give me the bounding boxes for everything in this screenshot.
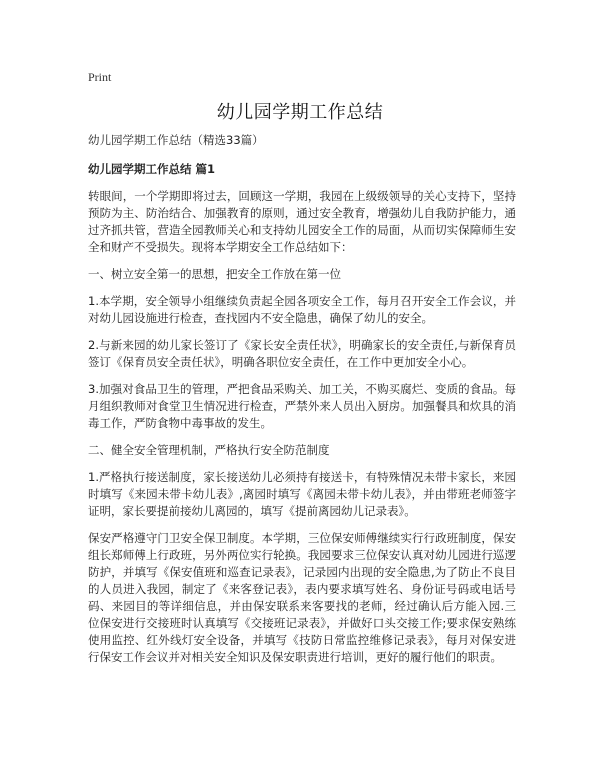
paragraph-1: 1.本学期，安全领导小组继续负责起全园各项安全工作，每月召开安全工作会议，并对幼儿园设施进行检查，查找园内不安全隐患，确保了幼儿的安全。 bbox=[88, 294, 516, 325]
document-subtitle: 幼儿园学期工作总结（精选33篇） bbox=[88, 133, 264, 147]
paragraph-3: 3.加强对食品卫生的管理，严把食品采购关、加工关，不购买腐烂、变质的食品。每月组织教师对食堂卫生情况进行检查，严禁外来人员出入厨房。加强餐具和炊具的消毒工作，严防食物中毒事故的发生。 bbox=[88, 382, 516, 430]
paragraph-5: 保安严格遵守门卫安全保卫制度。本学期，三位保安师傅继续实行行政班制度，保安组长郑师傅上行政班，另外两位实行轮换。我园要求三位保安认真对幼儿园进行巡逻防护，并填写《保安值班和巡查记录表》，记录园内出现的安全隐患,为了防止不良目的人员进入我园，制定了《来客登记表》，表内要求填写姓名、身份证号码或电话号码、来园目的等详细信息，并由保安联系来客要找的老师，经过确认后方能入园.三位保安进行交接班时认真填写《交接班记录表》，并做好口头交接工作;要求保安熟练使用监控、红外线灯安全设备，并填写《技防日常监控维修记录表》，每月对保安进行保安工作会议并对相关安全知识及保安职责进行培训，更好的履行他们的职责。 bbox=[88, 531, 516, 664]
paragraph-2: 2.与新来园的幼儿家长签订了《家长安全责任状》，明确家长的安全责任,与新保育员签订《保育员安全责任状》，明确各职位安全责任，在工作中更加安全小心。 bbox=[88, 338, 516, 369]
section-heading: 幼儿园学期工作总结 篇1 bbox=[88, 162, 216, 176]
page-title: 幼儿园学期工作总结 bbox=[216, 102, 384, 123]
document-body bbox=[88, 132, 516, 676]
heading-two: 二、健全安全管理机制，严格执行安全防范制度 bbox=[88, 443, 330, 457]
paragraph-4: 1.严格执行接送制度，家长接送幼儿必须持有接送卡，有特殊情况未带卡家长，来园时填写《来园未带卡幼儿表》,离园时填写《离园未带卡幼儿表》，并由带班老师签字证明，家长要提前接幼儿离园的，填写《提前离园幼儿记录表》。 bbox=[88, 470, 516, 518]
heading-one: 一、树立安全第一的思想，把安全工作放在第一位 bbox=[88, 267, 341, 281]
intro-paragraph: 转眼间，一个学期即将过去，回顾这一学期，我园在上级级领导的关心支持下，坚持预防为主、防治结合、加强教育的原则，通过安全教育，增强幼儿自我防护能力，通过齐抓共管，营造全园教师关心和支持幼儿园安全工作的局面，从而切实保障师生安全和财产不受损失。现将本学期安全工作总结如下： bbox=[88, 189, 516, 254]
print-link[interactable]: Print bbox=[88, 70, 112, 84]
